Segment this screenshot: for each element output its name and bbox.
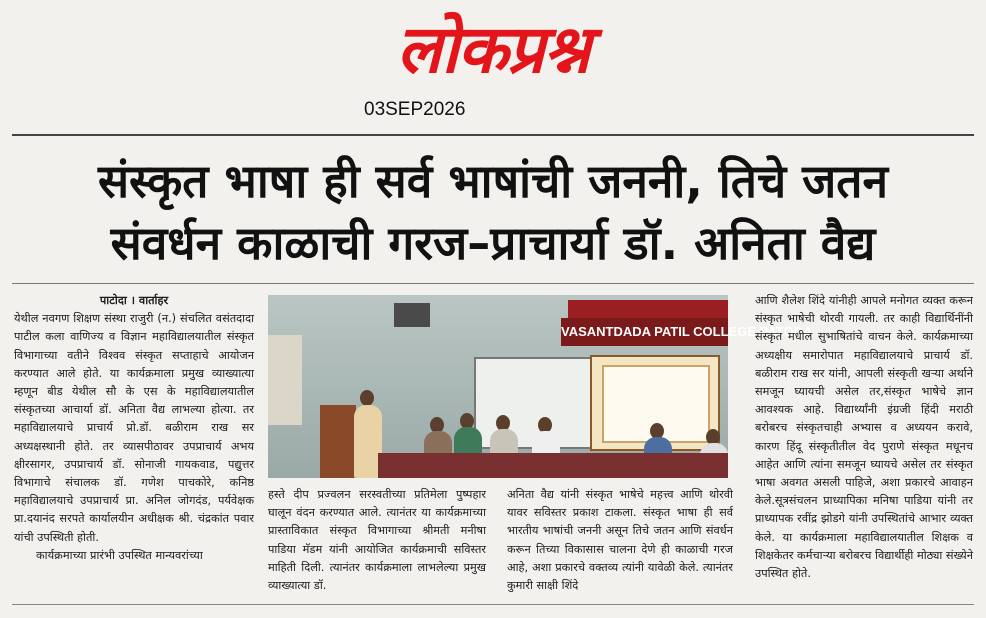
issue-date: 03SEP2026 [364,99,466,120]
article-column-1 [14,292,254,565]
photo-podium [320,405,356,478]
photo-top-board [568,300,728,318]
top-divider [12,134,974,136]
photo-dais-table [378,453,728,478]
event-photo [268,295,813,478]
article-column-4: आणि शैलेश शिंदे यांनीही आपले मनोगत व्यक्त करून संस्कृत भाषेची थोरवी गायली. तर काही विद्यार्थिनींनी संस्कृत मधील सुभाषितांचे वाचन केले. कार्यक्रमाच्या अध्यक्षीय समारोपात महाविद्यालयाचे प्राचार्य डॉ. बळीराम राख सर यांनी, आपली संस्कृती खऱ्या अर्थाने समजून घ्यायची असेल तर,संस्कृत भाषेचे ज्ञान आवश्यक आहे. विद्यार्थ्यांनी इंग्रजी हिंदी मराठी बरोबरच संस्कृतचाही अभ्यास व अध्ययन करावे, कारण हिंदू संस्कृतीतील वेद पुराणे संस्कृत मधूनच आहेत आणि त्यांना समजून घ्यायचे असेल तर संस्कृत भाषा अवगत असली पाहिजे, अशा प्रकारचे आवाहन केले.सूत्रसंचलन प्राध्यापिका मनिषा पाडिया यांनी तर प्राध्यापक रवींद्र झोडगे यांनी उपस्थितांचे आभार व्यक्त केले. या कार्यक्रमाला महाविद्यालयातील शिक्षक व शिक्षकेतर कर्मचाऱ्या बरोबरच विद्यार्थीही मोठ्या संख्येने उपस्थित होते. [755,294,973,581]
article-column-2: हस्ते दीप प्रज्वलन सरस्वतीच्या प्रतिमेला पुष्पहार घालून वंदन करण्यात आले. त्यानंतर या कार्यक्रमाच्या प्रास्ताविकात संस्कृत विभागाच्या श्रीमती मनीषा पाडिया मॅडम यांनी आयोजित कार्यक्रमाची सविस्तर माहिती दिली. त्यानंतर कार्यक्रमाला लाभलेल्या प्रमुख व्याख्यात्या डॉ. [268,488,486,593]
byline: पाटोदा । वार्ताहर [99,294,169,307]
masthead [0,0,986,135]
headline-line-1: संस्कृत भाषा ही सर्व भाषांची जननी, तिचे जतन [97,154,889,208]
logo-text: लोकप्रश्न [396,11,590,88]
column-1-text: येथील नवगण शिक्षण संस्था राजुरी (न.) संचलित वसंतदादा पाटील कला वाणिज्य व विज्ञान महाविद्यालयातील संस्कृत विभागाच्या वतीने विश्वव संस्कृत सप्ताहाचे आयोजन करण्यात आले होते. या कार्यक्रमाला प्रमुख व्याख्यात्या म्हणून बीड येथील सौ के एस के महाविद्यालयातील संस्कृतच्या आचार्या डॉ. अनिता वैद्य लाभल्या होत्या. तर महाविद्यालयाचे प्राचार्य प्रो.डॉ. बळीराम राख सर अध्यक्षस्थानी होते. तर व्यासपीठावर उपप्राचार्य अभय क्षीरसागर, उपप्राचार्य डॉ. सोनाजी गायकवाड, पद्युत्तर विभागाचे संचालक डॉ. गणेश पाचकोरे, कनिष्ठ महाविद्यालयाचे उपप्राचार्य प्रा. अनिल जोगदंड, पर्यवेक्षक प्रा.दयानंद सरपते कार्यालयीन अधीक्षक श्री. चंद्रकांत पवार यांची उपस्थिती होती. [14,312,254,544]
column-1-last-line: कार्यक्रमाच्या प्रारंभी उपस्थित मान्यवरांच्या [36,548,203,562]
newspaper-logo [348,2,638,98]
headline-divider [12,283,974,284]
headline-line-2: संवर्धन काळाची गरज–प्राचार्या डॉ. अनिता वैद्य [110,216,876,270]
photo-window [268,335,302,425]
headline [12,150,974,274]
article-column-3: अनिता वैद्य यांनी संस्कृत भाषेचे महत्त्व आणि थोरवी यावर सविस्तर प्रकाश टाकला. संस्कृत भाषा ही सर्व भारतीय भाषांची जननी असून तिचे जतन आणि संवर्धन करून तिच्या विकासास चालना देणे ही काळाची गरज आहे, अशा प्रकारचे वक्तव्य त्यांनी यावेळी केले. त्यानंतर कुमारी साक्षी शिंदे [507,488,733,593]
bottom-divider [12,604,974,605]
photo-wall-frame [394,303,430,327]
college-banner: VASANTDADA PATIL COLLEGE PATODA [561,318,728,346]
photo-speaker-head [360,390,374,406]
